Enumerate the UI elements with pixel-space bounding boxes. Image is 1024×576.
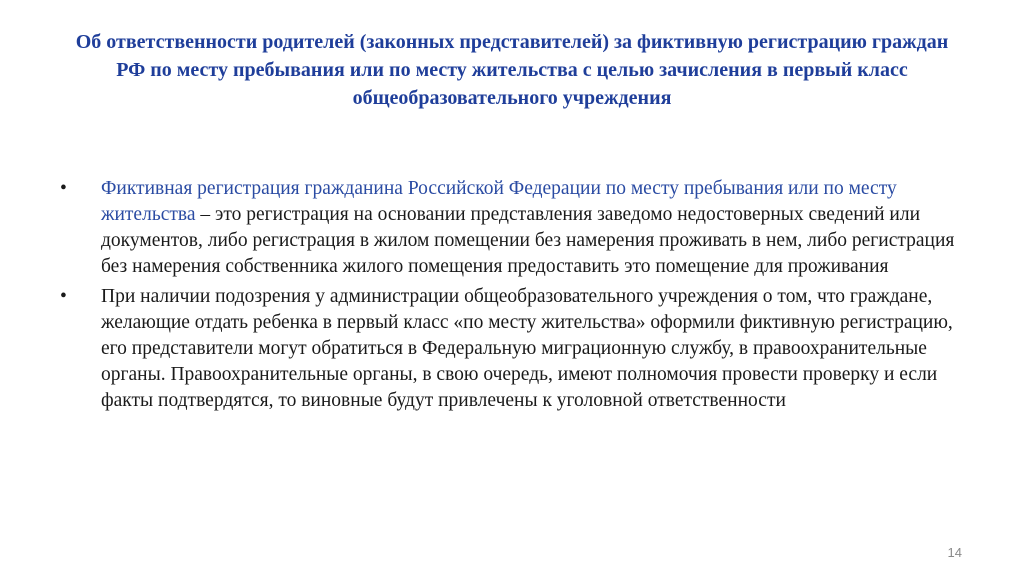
bullet-icon: • [60,178,67,199]
page-number: 14 [947,545,962,560]
bullet-item-fictitious-registration [60,176,960,280]
procedure-text: При наличии подозрения у администрации общеобразовательного учреждения о том, что граждане, желающие отдать ребенка в первый класс «по месту жительства» оформили фиктивную регистрацию, его представители могут обратиться в Федеральную миграционную службу, в правоохранительные органы. Правоохранительные органы, в свою очередь, имеют полномочия провести проверку и если факты подтвердятся, то виновные будут привлечены к уголовной ответственности [101,286,953,411]
definition-term: Фиктивная регистрация гражданина Российской Федерации по месту пребывания или по месту жительства [101,178,897,225]
definition-text: – это регистрация на основании представления заведомо недостоверных сведений или документов, либо регистрация в жилом помещении без намерения проживать в нем, либо регистрация без намерения собственника жилого помещения предоставить это помещение для проживания [101,204,955,277]
bullet-icon: • [60,286,67,307]
slide-title: Об ответственности родителей (законных представителей) за фиктивную регистрацию граждан РФ по месту пребывания или по месту жительства с целью зачисления в первый класс общеобразовательного учреждения [75,31,949,109]
bullet-list [60,176,960,418]
bullet-item-suspicion-procedure [60,284,960,414]
